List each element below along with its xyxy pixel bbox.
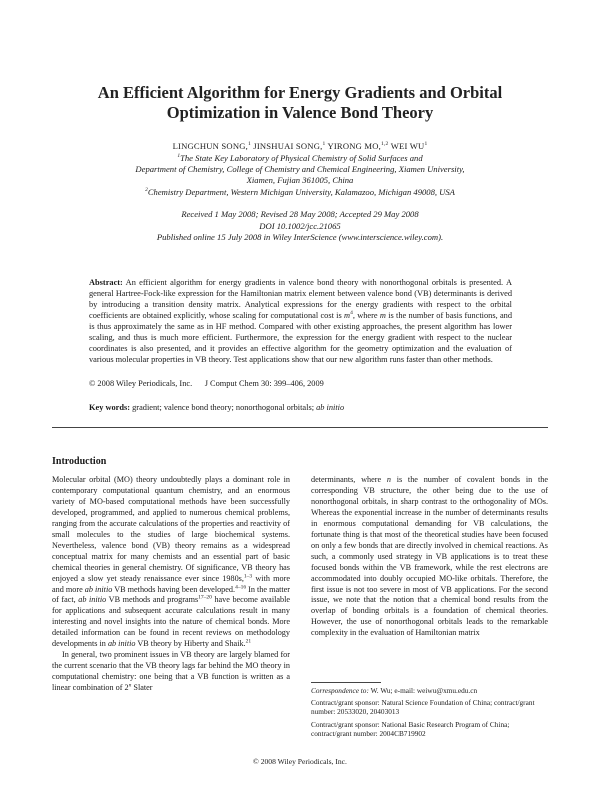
keywords-text: gradient; valence bond theory; nonorthogonal orbitals;: [132, 403, 317, 412]
affiliation-line-4: [60, 187, 540, 198]
author-3-sup: 1,2: [381, 141, 389, 148]
author-4-sup: 1: [424, 141, 428, 148]
intro-paragraph-2-cont: [311, 475, 548, 639]
author-4: WEI WU: [390, 141, 425, 151]
intro-paragraph-1: [52, 475, 290, 650]
footnote-divider: [311, 682, 381, 683]
affiliation-1-text: The State Key Laboratory of Physical Chemistry of Solid Surfaces and: [180, 153, 423, 163]
title-line-2: Optimization in Valence Bond Theory: [166, 103, 434, 122]
abstract-m: m: [344, 310, 351, 320]
affiliation-line-3: Xiamen, Fujian 361005, China: [246, 175, 354, 186]
abstract-text-2: , where: [352, 310, 380, 320]
page-footer: © 2008 Wiley Periodicals, Inc.: [253, 757, 347, 766]
author-list: [60, 141, 540, 151]
correspondence-note: [311, 686, 548, 695]
ref-1: 1–3: [243, 572, 253, 579]
author-2-sup: 1: [322, 141, 326, 148]
affiliation-line-2: Department of Chemistry, College of Chemistry and Chemical Engineering, Xiamen University,: [135, 164, 465, 175]
intro-abinitio-1: ab initio: [84, 584, 113, 594]
paper-title: [60, 83, 540, 123]
title-line-1: An Efficient Algorithm for Energy Gradients and Orbital: [97, 83, 503, 102]
intro-p1f: have become available for applications and subsequent accurate calculations result in many interesting and novel insights into the nature of chemical bonds. More detailed information can be found in recent reviews on methodology developments in: [52, 595, 290, 649]
intro-p1c: VB methods having been developed.: [112, 584, 236, 594]
section-divider: [52, 427, 548, 428]
copyright-citation: © 2008 Wiley Periodicals, Inc. J Comput Chem 30: 399–406, 2009: [89, 379, 324, 388]
author-1: LINGCHUN SONG,: [172, 141, 248, 151]
abstract-m2: m: [379, 310, 386, 320]
abstract-text-1: An efficient algorithm for energy gradients in valence bond theory with nonorthogonal orbitals is presented. A general Hartree-Fock-like expression for the Hamiltonian matrix element between valence bond (VB) determinants is derived by introducing a transition density matrix. Analytical expressions for the energy gradients with respect to the orbital coefficients are obtained explicitly, whose scaling for computational cost is: [89, 278, 512, 320]
intro-p1a: Molecular orbital (MO) theory undoubtedly plays a dominant role in contemporary computational quantum chemistry, and an enormous variety of MO-based computational methods have been successfully developed, programmed, and applied to numerous chemical problems, ranging from the accurate calculations of the properties and reactivity of small molecules to the studies of large biochemical systems. Nevertheless, valence bond (VB) theory remains as a widespread conceptual matrix for many chemists and an essential part of basic chemical theories in general chemistry. Of significance, VB theory has enjoyed a slow yet steady renaissance ever since 1980s,: [52, 475, 290, 583]
intro-abinitio-2: ab initio: [78, 595, 107, 605]
intro-c2b: is the number of covalent bonds in the corresponding VB structure, the other being due to the use of nonorthogonal orbitals, in sharp contrast to the orthogonality of MOs. Whereas the exponential increase in the number of determinants results in enormous computational demanding for VB calculations, the fortunate thing is that most of the theoretical studies have been focused on only a few bonds that are directly involved in chemical reactions. As such, a commonly used strategy in VB applications is to treat these focused bonds within the VB framework, while the rest electrons are accommodated into doubly occupied MO-like orbitals. Therefore, the first issue is not too severe in most of VB applications. For the second issue, we note that the notion that a chemical bond results from the overlap of bonding orbitals is a foundation of chemical theories. However, the use of nonorthogonal orbitals leads to the remarkable complexity in the evaluation of Hamiltonian matrix: [311, 475, 548, 638]
abstract-text-3: is the number of basis functions, and is thus approximately the same as in HF method. Compared with other existing approaches, the present algorithm has lower scaling, and thus is much more efficient. Furthermore, the expression for the energy gradient with respect to the nuclear coordinates is also presented, and it provides an effective algorithm for the geometry optimization and the evaluation of various molecular properties in VB theory. Test applications show that our new algorithm runs faster than other methods.: [89, 310, 512, 364]
publication-dates: [60, 209, 540, 244]
correspondence-text: W. Wu; e-mail: weiwu@xmu.edu.cn: [368, 686, 478, 695]
abstract-exp: 4: [350, 310, 353, 317]
left-column: [52, 475, 290, 694]
abstract-label: Abstract:: [89, 278, 123, 287]
affiliation-line-1: [60, 153, 540, 164]
doi: DOI 10.1002/jcc.21065: [259, 220, 341, 231]
intro-abinitio-3: ab initio: [107, 639, 136, 649]
affiliation-2-sup: 2: [145, 186, 148, 193]
grant-note-1: Contract/grant sponsor: Natural Science Foundation of China; contract/grant number: 20533020, 20403013: [311, 698, 535, 717]
ref-3: 17–20: [198, 594, 212, 601]
intro-p1b: with more and more: [52, 573, 290, 594]
grant-note-2: Contract/grant sponsor: National Basic Research Program of China; contract/grant number: 2004CB719902: [311, 719, 510, 738]
ref-2: 4–16: [235, 583, 247, 590]
author-1-sup: 1: [247, 141, 251, 148]
affiliations: [60, 153, 540, 198]
footnotes: [311, 686, 548, 741]
intro-p2b: Slater: [131, 683, 153, 693]
abstract: [89, 278, 512, 366]
intro-p1g: VB theory by Hiberty and Shaik.: [135, 639, 246, 649]
intro-n: n: [386, 475, 391, 484]
intro-paragraph-2: [52, 650, 290, 694]
published-online: Published online 15 July 2008 in Wiley InterScience (www.interscience.wiley.com).: [156, 232, 444, 242]
correspondence-label: Correspondence to:: [311, 686, 369, 695]
intro-p1d: In the matter of fact,: [52, 584, 290, 605]
intro-p1e: VB methods and programs: [106, 595, 199, 605]
ref-4: 21: [245, 638, 252, 645]
right-column: [311, 475, 548, 639]
intro-n-sup: n: [128, 682, 132, 689]
author-2: JINSHUAI SONG,: [253, 141, 323, 151]
affiliation-1-sup: 1: [177, 153, 181, 160]
affiliation-2-text: Chemistry Department, Western Michigan University, Kalamazoo, Michigan 49008, USA: [147, 186, 455, 197]
keywords-label: Key words:: [89, 403, 131, 412]
keywords: [89, 403, 344, 412]
keywords-italic: ab initio: [316, 403, 345, 412]
introduction-heading: Introduction: [52, 456, 107, 467]
author-3: YIRONG MO,: [327, 141, 382, 151]
intro-c2a: determinants, where: [311, 475, 387, 484]
intro-p2a: In general, two prominent issues in VB theory are largely blamed for the current scenario that the VB theory lags far behind the MO theory in computational chemistry: one being that a VB function is written as a linear combination of 2: [52, 650, 290, 693]
received-dates: Received 1 May 2008; Revised 28 May 2008; Accepted 29 May 2008: [181, 209, 419, 219]
